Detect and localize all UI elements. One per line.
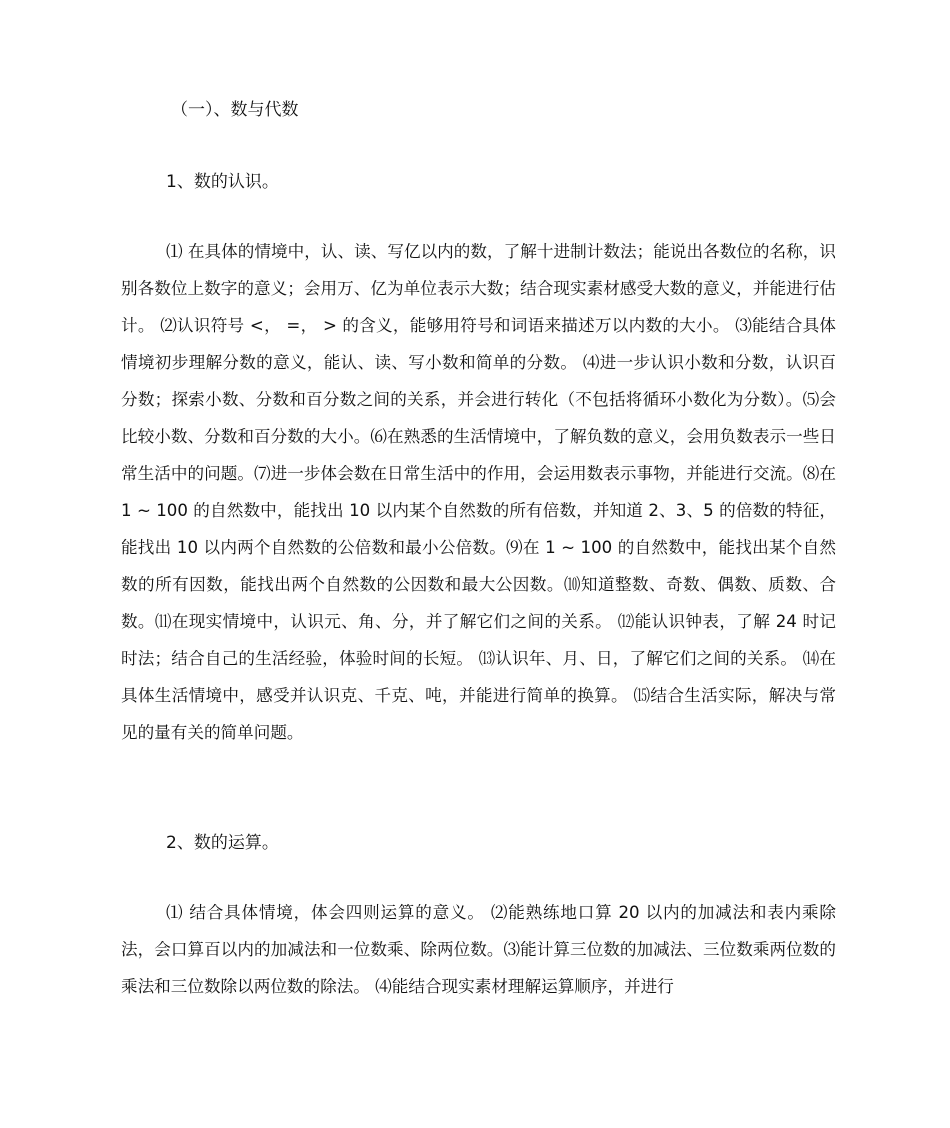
subsection-title-number-recognition: 1、数的认识。 [166, 172, 279, 192]
paragraph-number-operations: ⑴ 结合具体情境，体会四则运算的意义。 ⑵能熟练地口算 20 以内的加减法和表内乘除法，会口算百以内的加减法和一位数乘、除两位数。⑶能计算三位数的加减法、三位数乘两位数的乘法和三位数除以两位数的除法。 ⑷能结合现实素材理解运算顺序，并进行 [121, 903, 836, 996]
subsection-title-number-operations: 2、数的运算。 [166, 833, 279, 853]
paragraph-number-recognition: ⑴ 在具体的情境中，认、读、写亿以内的数，了解十进制计数法；能说出各数位的名称，识别各数位上数字的意义；会用万、亿为单位表示大数；结合现实素材感受大数的意义，并能进行估计。 ⑵认识符号 <， =， > 的含义，能够用符号和词语来描述万以内数的大小。 ⑶能结合具体情境初步理解分数的意义，能认、读、写小数和简单的分数。 ⑷进一步认识小数和分数，认识百分数；探索小数、分数和百分数之间的关系，并会进行转化（不包括将循环小数化为分数）。⑸会比较小数、分数和百分数的大小。⑹在熟悉的生活情境中，了解负数的意义，会用负数表示一些日常生活中的问题。⑺进一步体会数在日常生活中的作用，会运用数表示事物，并能进行交流。⑻在 1 ~ 100 的自然数中，能找出 10 以内某个自然数的所有倍数，并知道 2、3、5 的倍数的特征，能找出 10 以内两个自然数的公倍数和最小公倍数。⑼在 1 ~ 100 的自然数中，能找出某个自然数的所有因数，能找出两个自然数的公因数和最大公因数。⑽知道整数、奇数、偶数、质数、合数。⑾在现实情境中，认识元、角、分，并了解它们之间的关系。 ⑿能认识钟表，了解 24 时记时法；结合自己的生活经验，体验时间的长短。 ⒀认识年、月、日，了解它们之间的关系。 ⒁在具体生活情境中，感受并认识克、千克、吨，并能进行简单的换算。 ⒂结合生活实际，解决与常见的量有关的简单问题。 [121, 242, 836, 742]
section-title: （一）、数与代数 [171, 100, 299, 120]
